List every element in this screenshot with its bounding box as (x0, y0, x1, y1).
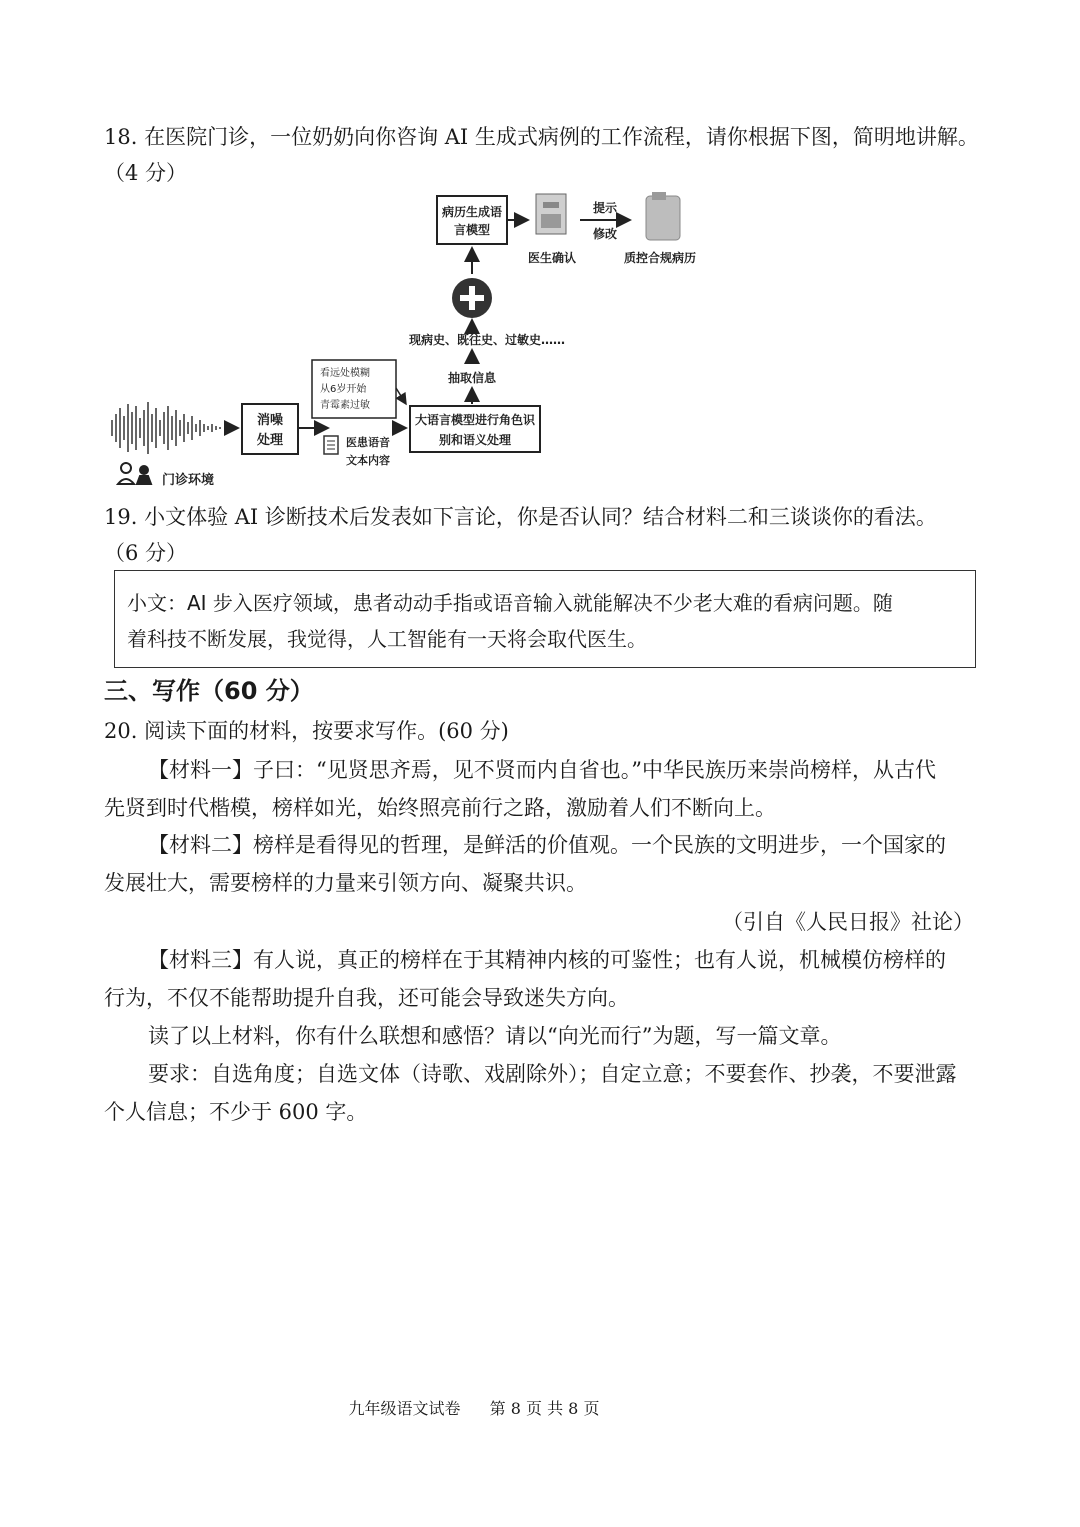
final-label: 质控合规病历 (623, 251, 697, 265)
text-line1: 医患语音 (346, 436, 390, 449)
footer-page-number: 第 8 页 共 8 页 (489, 1399, 600, 1418)
page-footer (0, 1396, 948, 1419)
llm-line2: 别和语义处理 (438, 433, 512, 447)
note-3: 青霉素过敏 (320, 400, 370, 411)
people-icon (118, 463, 151, 484)
q18-prompt: 18. 在医院门诊，一位奶奶向你咨询 AI 生成式病例的工作流程，请你根据下图，简明地讲解。 (104, 125, 979, 149)
quote-line-2: 着科技不断发展，我觉得，人工智能有一天将会取代医生。 (127, 627, 647, 651)
document-icon (324, 436, 338, 454)
noise-line2: 处理 (256, 433, 284, 448)
section-title: 三、写作（60 分） (104, 677, 314, 705)
q20-prompt: 20. 阅读下面的材料，按要求写作。(60 分) (104, 719, 509, 743)
hint-line2: 修改 (592, 227, 618, 241)
text-line2: 文本内容 (346, 454, 390, 467)
writing-prompt: 读了以上材料，你有什么联想和感悟？请以“向光而行”为题，写一篇文章。 (148, 1024, 842, 1048)
hint-line1: 提示 (592, 201, 618, 215)
note-2: 从6岁开始 (320, 384, 367, 395)
model-box-line1: 病历生成语 (441, 205, 503, 219)
material2-line1: 【材料二】榜样是看得见的哲理，是鲜活的价值观。一个民族的文明进步，一个国家的 (148, 833, 946, 857)
material1-line2: 先贤到时代楷模，榜样如光，始终照亮前行之路，激励着人们不断向上。 (104, 796, 776, 820)
arrow-notes-to-llm (396, 388, 406, 404)
doctor-icon (536, 194, 566, 234)
model-box-line2: 言模型 (453, 223, 491, 237)
material2-line2: 发展壮大，需要榜样的力量来引领方向、凝聚共识。 (104, 871, 587, 895)
q19-score: （6 分） (104, 541, 188, 565)
material2-source: （引自《人民日报》社论） (722, 910, 974, 934)
extract-label: 抽取信息 (447, 371, 497, 385)
q18-score: （4 分） (104, 161, 188, 185)
ai-case-workflow-diagram (100, 188, 720, 498)
env-label: 门诊环境 (162, 473, 215, 488)
note-1: 看远处模糊 (320, 368, 370, 379)
quote-line-1: 小文：AI 步入医疗领域，患者动动手指或语音输入就能解决不少老大难的看病问题。随 (127, 591, 893, 615)
material3-line1: 【材料三】有人说，真正的榜样在于其精神内核的可鉴性；也有人说，机械模仿榜样的 (148, 948, 946, 972)
requirements-line2: 个人信息；不少于 600 字。 (104, 1100, 368, 1124)
material1-line1: 【材料一】子曰：“见贤思齐焉，见不贤而内自省也。”中华民族历来崇尚榜样，从古代 (148, 758, 936, 782)
record-icon (646, 192, 680, 240)
medical-cross-icon (452, 278, 492, 318)
requirements-line1: 要求：自选角度；自选文体（诗歌、戏剧除外）；自定立意；不要套作、抄袭，不要泄露 (148, 1062, 957, 1086)
llm-line1: 大语言模型进行角色识 (414, 413, 536, 427)
footer-exam-title: 九年级语文试卷 (348, 1399, 461, 1418)
waveform-icon (112, 402, 220, 454)
material3-line2: 行为，不仅不能帮助提升自我，还可能会导致迷失方向。 (104, 986, 629, 1010)
q19-prompt: 19. 小文体验 AI 诊断技术后发表如下言论，你是否认同？结合材料二和三谈谈你的看法。 (104, 505, 937, 529)
history-label: 现病史、既往史、过敏史…… (408, 333, 566, 347)
doctor-label: 医生确认 (527, 251, 577, 265)
noise-line1: 消噪 (256, 413, 284, 428)
xiaowen-quote-box (114, 570, 976, 668)
